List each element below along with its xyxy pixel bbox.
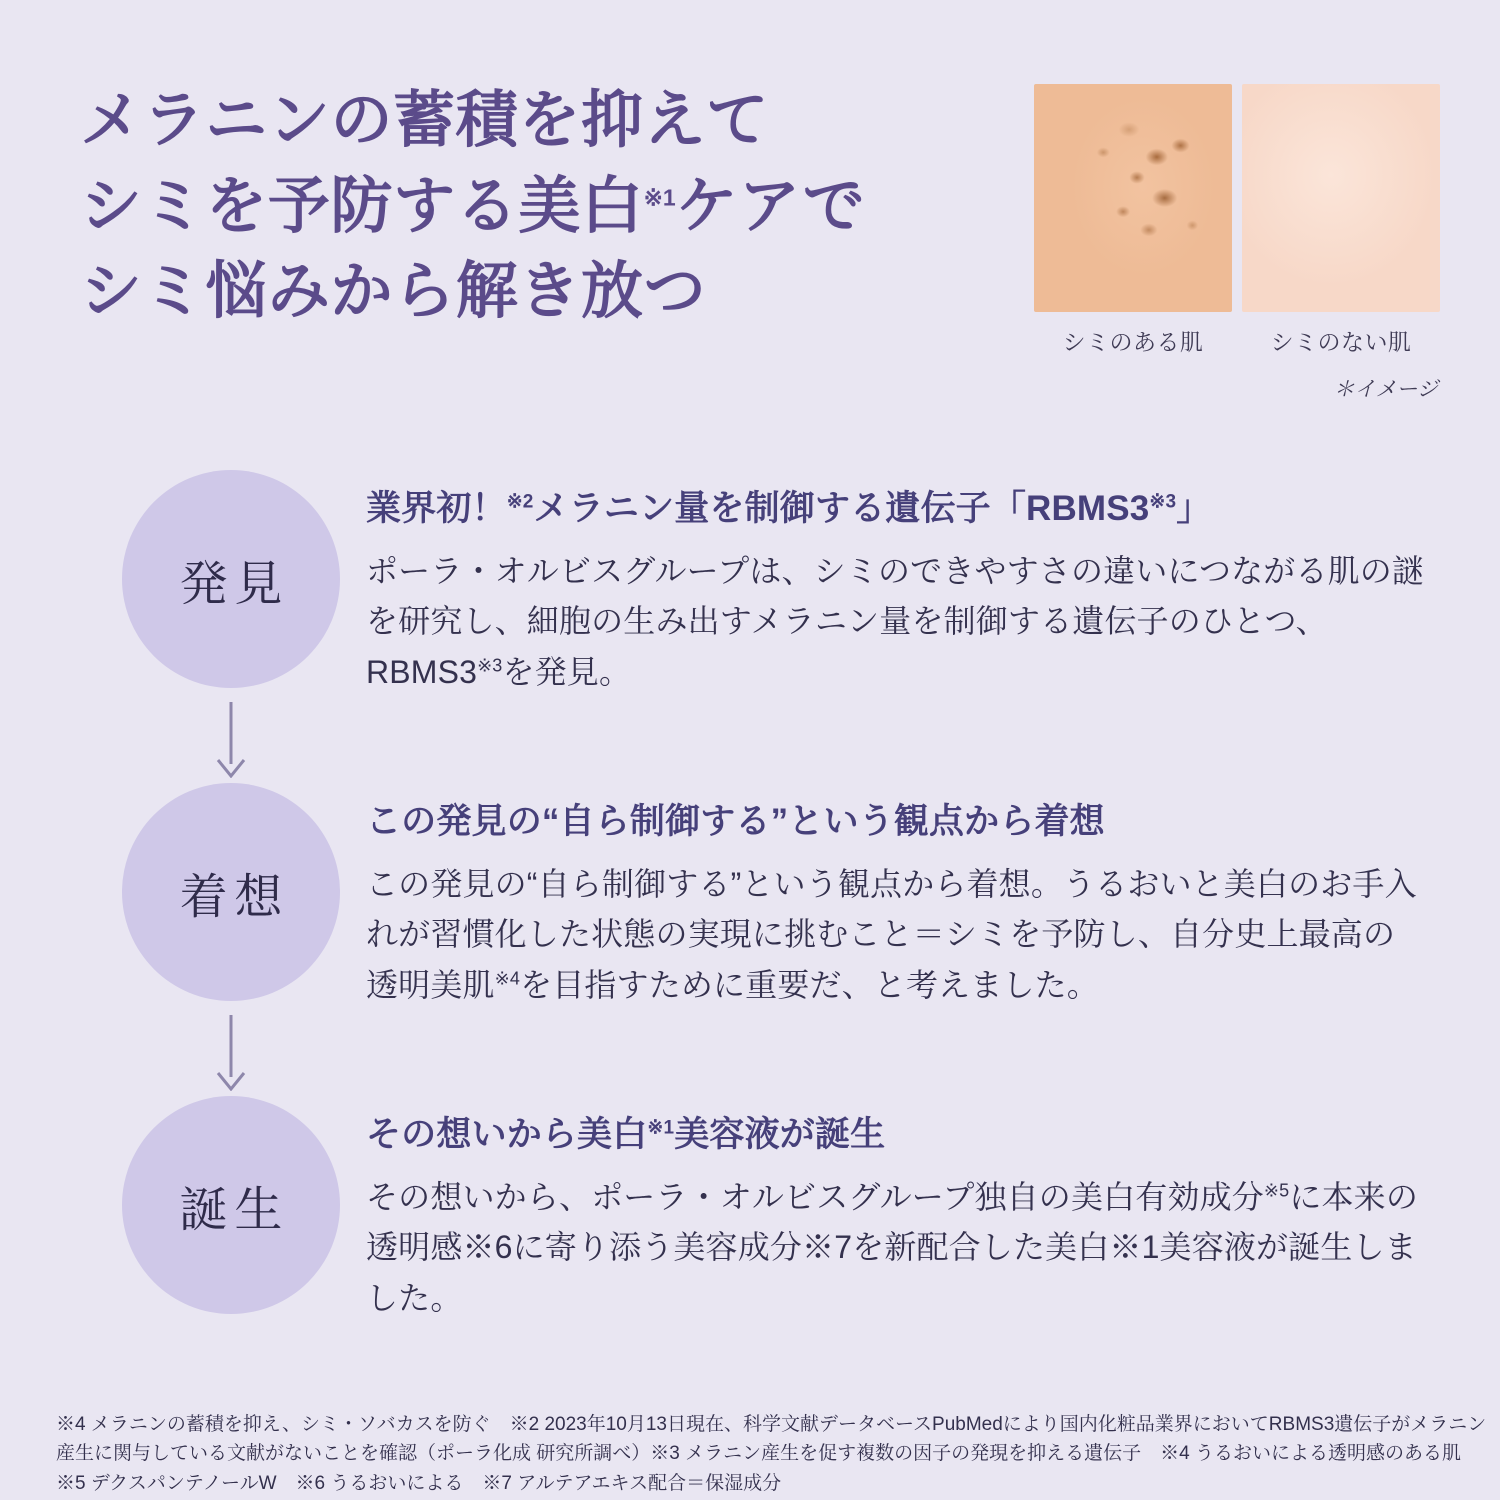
arrow-down-icon-2: [96, 1010, 366, 1096]
step-discovery: [96, 470, 1426, 697]
page-title: [80, 78, 1010, 335]
step-text-part-a: ポーラ・オルビスグループは、シミのできやすさの違いにつながる肌の謎を研究し、細胞の生み出すメラニン量を制御する遺伝子のひとつ、RBMS3: [366, 552, 1425, 690]
step-title-superscript-1: ※1: [647, 1117, 675, 1139]
headline-line-3: シミ悩みから解き放つ: [80, 257, 707, 327]
photo-cell-clear: [1242, 84, 1440, 357]
badge-column: [96, 783, 366, 1001]
step-text-superscript: ※3: [477, 654, 503, 675]
step-title-part-b: 美容液が誕生: [674, 1115, 886, 1155]
spotted-skin-caption: シミのある肌: [1062, 329, 1204, 355]
step-badge: 誕生: [122, 1096, 340, 1314]
step-title-superscript-1: ※2: [506, 491, 534, 513]
step-text-part-a: その想いから、ポーラ・オルビスグループ独自の美白有効成分: [366, 1178, 1264, 1215]
step-title-superscript-2: ※3: [1149, 491, 1177, 513]
step-text: [366, 546, 1426, 698]
image-disclaimer: ＊イメージ: [1333, 378, 1438, 401]
step-text: [366, 859, 1426, 1011]
step-text: [366, 1172, 1426, 1324]
step-text-part-a: この発見の“自ら制御する”という観点から着想。うるおいと美白のお手入れが習慣化した状態の実現に挑むこと＝シミを予防し、自分史上最高の透明美肌: [366, 865, 1417, 1003]
footnote-line-3: ※5 デクスパンテノールW ※6 うるおいによる ※7 アルテアエキス配合＝保湿成分: [56, 1472, 782, 1494]
clear-skin-caption: シミのない肌: [1270, 329, 1412, 355]
step-text-part-b: に本来の透明感※6に寄り添う美容成分※7を新配合した美白※1美容液が誕生しました。: [366, 1178, 1418, 1316]
step-text-part-b: を目指すために重要だ、と考えました。: [520, 966, 1099, 1003]
clear-skin-image: [1242, 84, 1440, 312]
headline-line-2-b: ケアで: [675, 171, 866, 241]
spotted-skin-image: [1034, 84, 1232, 312]
footnotes: [56, 1410, 1487, 1498]
step-inspiration: [96, 783, 1426, 1010]
headline-line-2-superscript: ※1: [643, 183, 676, 210]
header: [80, 78, 1010, 335]
step-title: [366, 799, 1426, 845]
step-text-part-b: を発見。: [502, 653, 632, 690]
step-title-part-c: 」: [1176, 489, 1212, 528]
photo-cell-spotted: [1034, 84, 1232, 357]
photo-row: [1034, 84, 1440, 357]
badge-column: [96, 470, 366, 688]
step-birth: [96, 1096, 1426, 1323]
headline-line-1: メラニンの蓄積を抑えて: [80, 86, 769, 155]
skin-comparison: [1034, 84, 1440, 403]
step-text-superscript: ※5: [1263, 1180, 1290, 1201]
footnote-line-2: 産生に関与している文献がないことを確認（ポーラ化成 研究所調べ）※3 メラニン産生を促す複数の因子の発現を抑える遺伝子 ※4 うるおいによる透明感のある肌: [56, 1443, 1461, 1465]
process-steps: [96, 470, 1426, 1323]
step-title-part-a: その想いから美白: [366, 1115, 648, 1155]
step-body: [366, 783, 1426, 1010]
step-title-part-a: 業界初！: [366, 489, 507, 528]
step-body: [366, 1096, 1426, 1323]
step-body: [366, 470, 1426, 697]
step-title: [366, 486, 1426, 532]
step-text-superscript: ※4: [494, 968, 521, 989]
step-badge: 着想: [122, 783, 340, 1001]
step-title: [366, 1112, 1426, 1158]
arrow-down-icon-1: [96, 697, 366, 783]
step-badge: 発見: [122, 470, 340, 688]
step-title-part-a: この発見の“自ら制御する”という観点から着想: [366, 802, 1105, 842]
badge-column: [96, 1096, 366, 1314]
footnote-line-1: ※4 メラニンの蓄積を抑え、シミ・ソバカスを防ぐ ※2 2023年10月13日現在、科学文献データベースPubMedにより国内化粧品業界においてRBMS3遺伝子がメラニン: [56, 1414, 1487, 1435]
step-title-part-b: メラニン量を制御する遺伝子「RBMS3: [533, 489, 1150, 528]
headline-line-2-a: シミを予防する美白: [80, 171, 644, 241]
